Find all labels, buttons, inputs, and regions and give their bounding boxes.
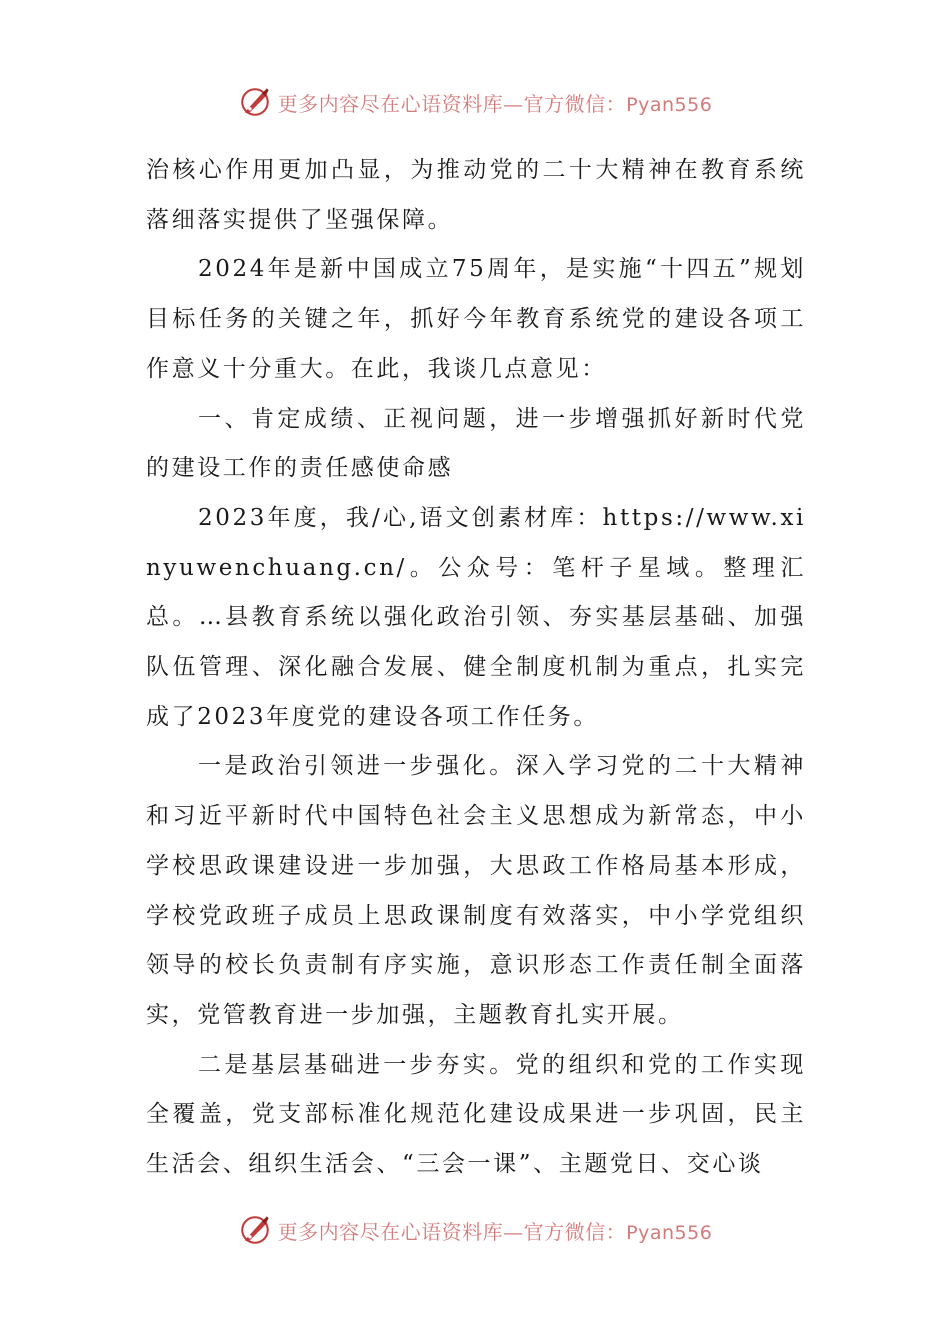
- body-paragraph: 一是政治引领进一步强化。深入学习党的二十大精神和习近平新时代中国特色社会主义思想成为新常态，中小学校思政课建设进一步加强，大思政工作格局基本形成，学校党政班子成员上思政课制度有效落实，中小学党组织领导的校长负责制有序实施，意识形态工作责任制全面落实，党管教育进一步加强，主题教育扎实开展。: [146, 753, 806, 1028]
- watermark-text: 更多内容尽在心语资料库—官方微信：Pyan556: [277, 1219, 713, 1244]
- pen-nib-logo-icon: [238, 1213, 272, 1247]
- pen-nib-logo-icon: [238, 85, 272, 119]
- body-paragraph: 一、肯定成绩、正视问题，进一步增强抓好新时代党的建设工作的责任感使命感: [146, 405, 806, 482]
- body-paragraph: 2024年是新中国成立75周年，是实施“十四五”规划目标任务的关键之年，抓好今年教育系统党的建设各项工作意义十分重大。在此，我谈几点意见：: [146, 256, 806, 382]
- document-body: [146, 146, 806, 1190]
- footer-watermark: [0, 1210, 950, 1250]
- watermark-wechat-id: Pyan556: [626, 93, 713, 116]
- watermark-text: 更多内容尽在心语资料库—官方微信：Pyan556: [277, 91, 713, 116]
- body-paragraph: 2023年度，我/心,语文创素材库：https://www.xinyuwenchuang.cn/。公众号：笔杆子星域。整理汇总。…县教育系统以强化政治引领、夯实基层基础、加强队伍管理、深化融合发展、健全制度机制为重点，扎实完成了2023年度党的建设各项工作任务。: [146, 504, 806, 730]
- header-watermark: [0, 82, 950, 122]
- body-paragraph: 二是基层基础进一步夯实。党的组织和党的工作实现全覆盖，党支部标准化规范化建设成果进一步巩固，民主生活会、组织生活会、“三会一课”、主题党日、交心谈: [146, 1051, 806, 1178]
- watermark-wechat-id: Pyan556: [626, 1221, 713, 1244]
- body-paragraph: 治核心作用更加凸显，为推动党的二十大精神在教育系统落细落实提供了坚强保障。: [146, 157, 806, 233]
